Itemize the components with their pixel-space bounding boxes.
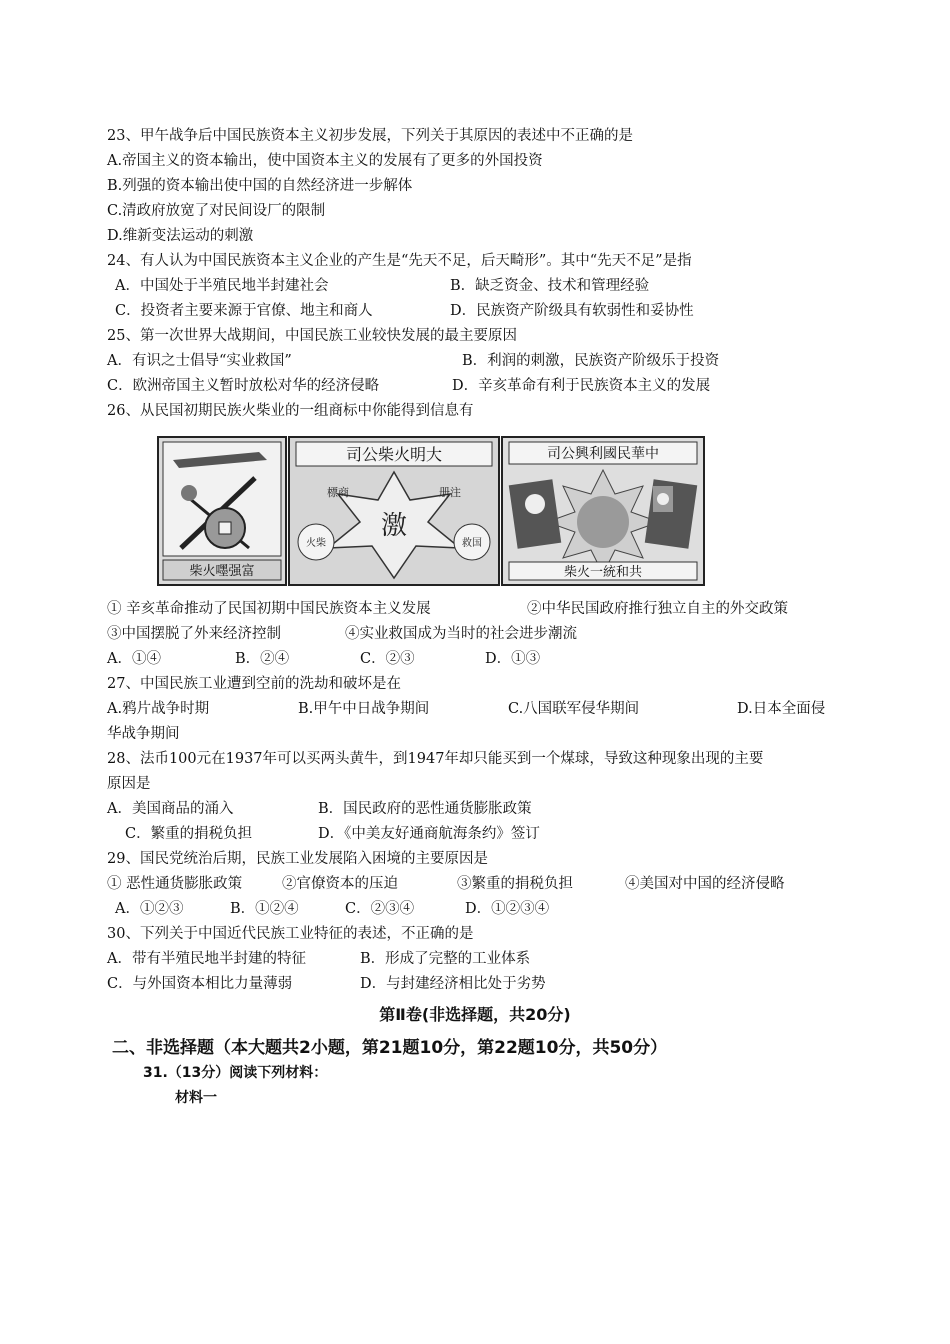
q27-option-c: C.八国联军侵华期间 — [508, 701, 640, 717]
trademark-right-circle: 救国 — [462, 538, 482, 549]
q28-option-d: D．《中美友好通商航海条约》签订 — [318, 826, 540, 842]
q25-option-a: A．有识之士倡导“实业救国” — [107, 353, 292, 369]
q29-statement-4: ④美国对中国的经济侵略 — [625, 876, 785, 892]
q23-option-d: D.维新变法运动的刺激 — [107, 228, 254, 244]
q28-stem: 28、法币100元在1937年可以买两头黄牛，到1947年却只能买到一个煤球，导致这种现象出现的主要 — [107, 751, 764, 767]
q26-statement-1: ① 辛亥革命推动了民国初期中国民族资本主义发展 — [107, 601, 431, 617]
q31-heading: 31.（13分）阅读下列材料： — [143, 1065, 328, 1081]
q27-option-d: D.日本全面侵 — [737, 701, 826, 717]
q30-stem: 30、下列关于中国近代民族工业特征的表述，不正确的是 — [107, 926, 474, 942]
trademark-center-daming: 激 — [380, 511, 408, 541]
part2-title: 第Ⅱ卷(非选择题，共20分) — [379, 1005, 571, 1024]
q26-option-d: D．①③ — [485, 651, 541, 667]
q31-material-one: 材料一 — [175, 1090, 217, 1106]
q23-option-a: A.帝国主义的资本输出，使中国资本主义的发展有了更多的外国投资 — [107, 153, 543, 169]
q28-option-c: C．繁重的捐税负担 — [125, 826, 253, 842]
q29-option-d: D．①②③④ — [465, 901, 550, 917]
trademark-image-fuqiang — [157, 436, 287, 586]
q29-statement-3: ③繁重的捐税负担 — [457, 876, 573, 892]
q30-option-b: B．形成了完整的工业体系 — [360, 951, 531, 967]
q25-option-c: C．欧洲帝国主义暂时放松对华的经济侵略 — [107, 378, 380, 394]
q23-option-b: B.列强的资本输出使中国的自然经济进一步解体 — [107, 178, 413, 194]
q23-option-c: C.清政府放宽了对民间设厂的限制 — [107, 203, 326, 219]
q26-statement-4: ④实业救国成为当时的社会进步潮流 — [345, 626, 577, 642]
q26-statement-3: ③中国摆脱了外来经济控制 — [107, 626, 281, 642]
q30-option-c: C．与外国资本相比力量薄弱 — [107, 976, 293, 992]
q29-statement-2: ②官僚资本的压迫 — [282, 876, 398, 892]
q29-option-a: A．①②③ — [115, 901, 184, 917]
q24-option-a: A．中国处于半殖民地半封建社会 — [115, 278, 329, 294]
q24-option-b: B．缺乏资金、技术和管理经验 — [450, 278, 650, 294]
q27-option-d-continued: 华战争期间 — [107, 726, 180, 742]
q23-stem: 23、甲午战争后中国民族资本主义初步发展，下列关于其原因的表述中不正确的是 — [107, 128, 633, 144]
trademark-label-fuqiang: 柴火嚜强富 — [189, 564, 255, 579]
q26-statement-2: ②中华民国政府推行独立自主的外交政策 — [527, 601, 788, 617]
q26-option-c: C．②③ — [360, 651, 415, 667]
q30-option-a: A．带有半殖民地半封建的特征 — [107, 951, 306, 967]
q27-option-b: B.甲午中日战争期间 — [298, 701, 430, 717]
q24-option-d: D．民族资产阶级具有软弱性和妥协性 — [450, 303, 694, 319]
q28-option-a: A．美国商品的涌入 — [107, 801, 234, 817]
q27-option-a: A.鸦片战争时期 — [107, 701, 210, 717]
trademark-image-daming — [288, 436, 500, 586]
trademark-reg-daming: 册注 — [439, 486, 461, 499]
q26-option-a: A．①④ — [107, 651, 161, 667]
q29-stem: 29、国民党统治后期，民族工业发展陷入困境的主要原因是 — [107, 851, 488, 867]
trademark-image-gonghe — [501, 436, 705, 586]
q28-stem-continued: 原因是 — [107, 776, 151, 792]
q28-option-b: B．国民政府的恶性通货膨胀政策 — [318, 801, 532, 817]
trademark-title-gonghe: 司公興利國民華中 — [547, 446, 659, 462]
q29-option-b: B．①②④ — [230, 901, 299, 917]
q29-statement-1: ① 恶性通货膨胀政策 — [107, 876, 243, 892]
q25-option-b: B．利润的刺激，民族资产阶级乐于投资 — [462, 353, 720, 369]
q25-option-d: D．辛亥革命有利于民族资本主义的发展 — [452, 378, 711, 394]
trademark-label-gonghe: 柴火一統和共 — [563, 565, 643, 580]
q30-option-d: D．与封建经济相比处于劣势 — [360, 976, 546, 992]
q27-stem: 27、中国民族工业遭到空前的洗劫和破坏是在 — [107, 676, 401, 692]
trademark-left-circle: 火柴 — [306, 538, 326, 549]
q26-stem: 26、从民国初期民族火柴业的一组商标中你能得到信息有 — [107, 403, 474, 419]
part2-section-heading: 二、非选择题（本大题共2小题，第21题10分，第22题10分，共50分） — [112, 1038, 668, 1058]
q24-option-c: C．投资者主要来源于官僚、地主和商人 — [115, 303, 373, 319]
q29-option-c: C．②③④ — [345, 901, 415, 917]
q24-stem: 24、有人认为中国民族资本主义企业的产生是“先天不足，后天畸形”。其中“先天不足”是指 — [107, 253, 692, 269]
q25-stem: 25、第一次世界大战期间，中国民族工业较快发展的最主要原因 — [107, 328, 517, 344]
trademark-title-daming: 司公柴火明大 — [345, 445, 443, 464]
trademark-mark-daming: 標商 — [327, 486, 349, 499]
q26-option-b: B．②④ — [235, 651, 290, 667]
